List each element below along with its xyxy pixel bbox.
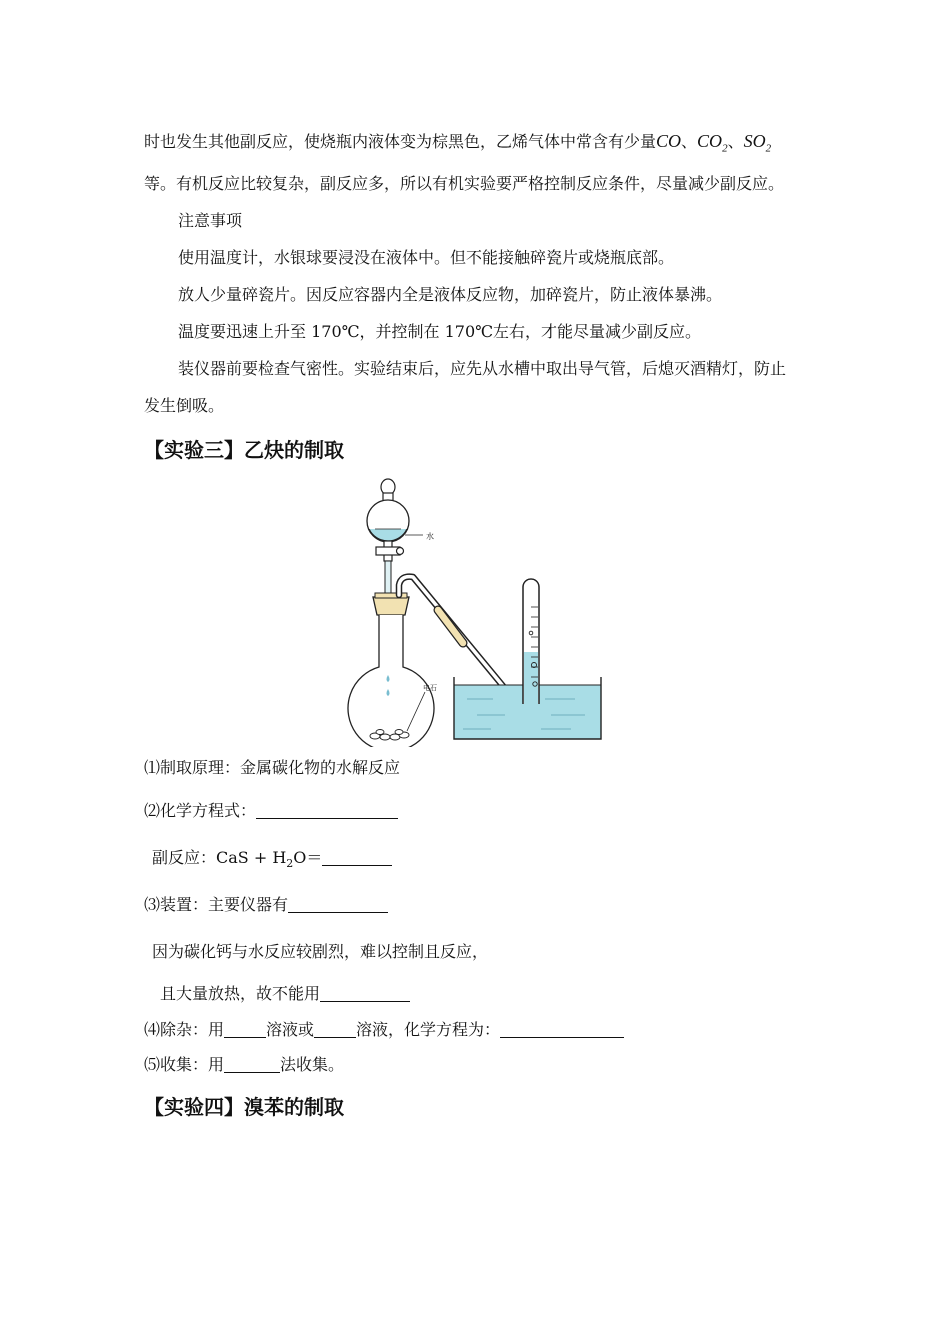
formula-co2: $CO_2$: [697, 131, 728, 155]
reason-line-1: 因为碳化钙与水反应较剧烈，难以控制且反应，: [152, 942, 489, 961]
separator: 、: [681, 132, 698, 151]
section-heading-exp3: 【实验三】乙炔的制取: [144, 438, 344, 462]
round-bottom-flask: [348, 615, 434, 747]
separator: 、: [727, 132, 744, 151]
formula-co: CO: [656, 131, 682, 151]
formula-so2: $SO_2$: [743, 131, 772, 155]
answer-blank[interactable]: [314, 1021, 356, 1038]
acetylene-apparatus-diagram: [345, 477, 605, 747]
note-item: 使用温度计，水银球要浸没在液体中。但不能接触碎瓷片或烧瓶底部。: [178, 248, 675, 267]
label-water: 水: [426, 532, 434, 541]
answer-blank[interactable]: [224, 1021, 266, 1038]
rubber-stopper: [373, 597, 409, 615]
intro-text: 时也发生其他副反应，使烧瓶内液体变为棕黑色，乙烯气体中常含有少量: [144, 132, 657, 151]
question-4: ⑷除杂：用 溶液或 溶液，化学方程为：: [144, 1019, 624, 1041]
note-item: 温度要迅速上升至 170℃，并控制在 170℃左右，才能尽量减少副反应。: [178, 322, 702, 341]
question-5: ⑸收集：用 法收集。: [144, 1055, 345, 1074]
intro-line-1: [144, 130, 771, 160]
answer-blank[interactable]: [288, 896, 388, 913]
side-reaction: 副反应：CaS + $H_2O=$: [152, 847, 392, 875]
note-item: 放人少量碎瓷片。因反应容器内全是液体反应物，加碎瓷片，防止液体暴沸。: [178, 285, 723, 304]
answer-blank[interactable]: [320, 985, 410, 1002]
answer-blank[interactable]: [256, 802, 398, 819]
answer-blank[interactable]: [224, 1056, 280, 1073]
question-1: ⑴制取原理：金属碳化物的水解反应: [144, 758, 401, 777]
section-heading-exp4: 【实验四】溴苯的制取: [144, 1095, 344, 1119]
question-2: ⑵化学方程式：: [144, 800, 398, 822]
note-item-continued: 发生倒吸。: [144, 396, 225, 415]
label-calcium-carbide: 电石: [423, 684, 437, 692]
answer-blank[interactable]: [322, 849, 392, 866]
answer-blank[interactable]: [500, 1021, 624, 1038]
question-3: ⑶装置：主要仪器有: [144, 894, 388, 916]
notes-title: 注意事项: [178, 211, 243, 230]
intro-line-2: 等。有机反应比较复杂，副反应多，所以有机实验要严格控制反应条件，尽量减少副反应。: [144, 174, 785, 193]
reason-line-2: 且大量放热，故不能用: [160, 983, 410, 1005]
note-item: 装仪器前要检查气密性。实验结束后，应先从水槽中取出导气管，后熄灭酒精灯，防止: [178, 359, 787, 378]
